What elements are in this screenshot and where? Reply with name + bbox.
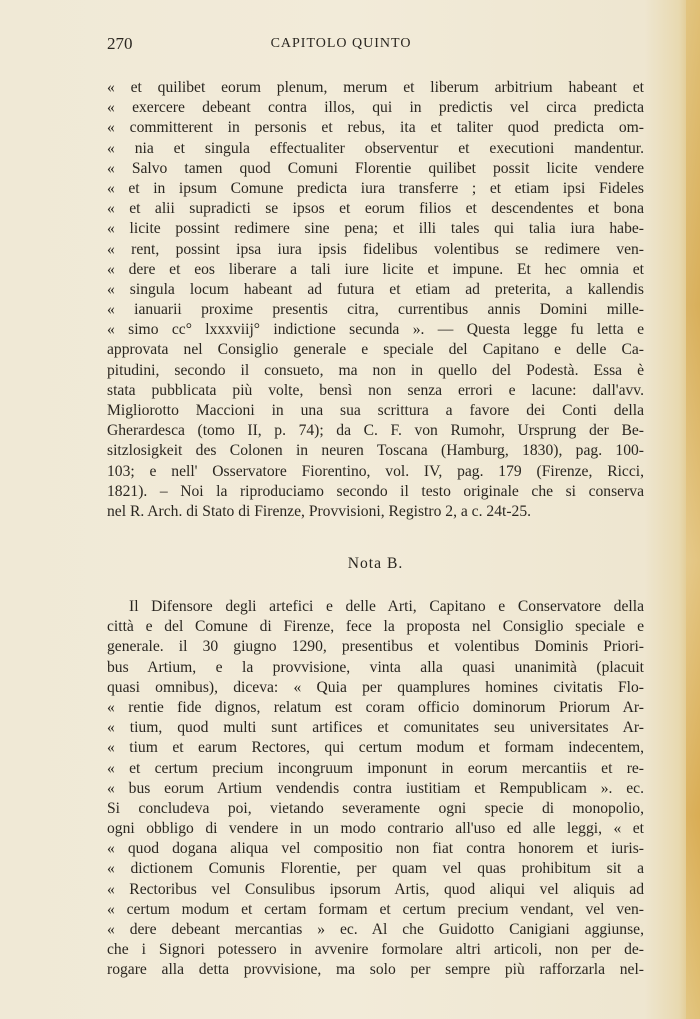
- text-line: generale. il 30 giugno 1290, presentibus et volentibus Dominis Priori-: [107, 638, 644, 656]
- page-edge: [686, 0, 700, 1019]
- text-line: « singula locum habeant ad futura et etiam ad preterita, a kallendis: [107, 280, 644, 298]
- text-line: Il Difensore degli artefici e delle Arti, Capitano e Conservatore della: [129, 598, 644, 615]
- text-line: « dictionem Comunis Florentie, per quam vel quas prohibitum sit a: [107, 860, 644, 878]
- text-line: sitzlosigkeit des Colonen in neuren Toscana (Hamburg, 1830), pag. 100-: [107, 442, 644, 460]
- text-line: « committerent in personis et rebus, ita et taliter quod predicta om-: [107, 119, 644, 137]
- text-line: rogare alla detta provvisione, ma solo per sempre più rafforzarla nel-: [107, 961, 644, 979]
- text-line: che i Signori potessero in avvenire formolare altri articoli, non per de-: [107, 941, 644, 959]
- text-line: bus Artium, e la provvisione, vinta alla quasi unanimità (placuit: [107, 658, 644, 676]
- text-line: Gherardesca (tomo II, p. 74); da C. F. von Rumohr, Ursprung der Be-: [107, 422, 644, 440]
- text-line: « et certum precium incongruum imponunt in eorum mercantiis et re-: [107, 759, 644, 777]
- text-block-2: [107, 597, 644, 981]
- text-line: « simo cc° lxxxviij° indictione secunda ». — Questa legge fu letta e: [107, 321, 644, 339]
- text-line: « certum modum et certam formam et certum precium vendant, vel ven-: [107, 900, 644, 918]
- text-line: 103; e nell' Osservatore Fiorentino, vol. IV, pag. 179 (Firenze, Ricci,: [107, 462, 644, 480]
- text-line: nel R. Arch. di Stato di Firenze, Provvisioni, Registro 2, a c. 24t-25.: [107, 502, 532, 520]
- text-line: 1821). – Noi la riproduciamo secondo il testo originale che si conserva: [107, 482, 644, 500]
- text-line: « ianuarii proxime presentis citra, currentibus annis Domini mille-: [107, 301, 644, 319]
- text-line: « et alii supradicti se ipsos et eorum filios et descendentes et bona: [107, 200, 644, 218]
- text-line: « tium, quod multi sunt artifices et comunitates seu universitates Ar-: [107, 719, 644, 737]
- text-line: « licite possint redimere sine pena; et illi tales qui talia iura habe-: [107, 220, 644, 238]
- running-title: CAPITOLO QUINTO: [270, 36, 412, 51]
- text-line: stata pubblicata più volte, bensì non senza errori e lacune: dall'avv.: [107, 381, 644, 399]
- page-header: [107, 34, 647, 56]
- text-block-1: [107, 78, 644, 522]
- text-line: « exercere debeant contra illos, qui in predictis vel circa predicta: [107, 99, 644, 117]
- text-line: « dere debeant mercantias » ec. Al che Guidotto Canigiani aggiunse,: [107, 921, 644, 938]
- text-line: « Rectoribus vel Consulibus ipsorum Artis, quod aliqui vel aliquis ad: [107, 880, 644, 898]
- text-line: « et quilibet eorum plenum, merum et liberum arbitrium habeant et: [107, 79, 644, 96]
- text-line: « bus eorum Artium vendendis contra iustitiam et Rempublicam ». ec.: [107, 779, 644, 797]
- text-line: Migliorotto Maccioni in una sua scrittura a favore dei Conti della: [107, 402, 644, 419]
- text-line: « et in ipsum Comune predicta iura transferre ; et etiam ipsi Fideles: [107, 179, 644, 197]
- text-line: ogni obbligo di vendere in un modo contrario all'uso ed alle leggi, « et: [107, 820, 644, 838]
- page-number: 270: [107, 34, 133, 53]
- text-line: « Salvo tamen quod Comuni Florentie quilibet possit licite vendere: [107, 159, 644, 177]
- text-line: pitudini, secondo il consueto, ma non in quello del Podestà. Essa è: [107, 361, 644, 379]
- text-line: Si concludeva poi, vietando severamente ogni specie di monopolio,: [107, 799, 644, 817]
- text-line: approvata nel Consiglio generale e speciale del Capitano e delle Ca-: [107, 341, 644, 359]
- text-line: « rentie fide dignos, relatum est coram officio dominorum Priorum Ar-: [107, 698, 644, 716]
- text-line: « quod dogana aliqua vel compositio non fiat contra honorem et iuris-: [107, 840, 644, 858]
- text-line: quasi omnibus), diceva: « Quia per quamplures homines civitatis Flo-: [107, 678, 644, 696]
- text-line: « nia et singula effectualiter observentur et executioni mandentur.: [107, 139, 644, 157]
- text-line: città e del Comune di Firenze, fece la proposta nel Consiglio speciale e: [107, 618, 644, 636]
- note-heading: Nota B.: [347, 555, 404, 572]
- text-line: « dere et eos liberare a tali iure licite et impune. Et hec omnia et: [107, 260, 644, 278]
- text-line: « tium et earum Rectores, qui certum modum et formam indecentem,: [107, 739, 644, 757]
- text-line: « rent, possint ipsa iura ipsis fidelibus volentibus se redimere ven-: [107, 240, 644, 258]
